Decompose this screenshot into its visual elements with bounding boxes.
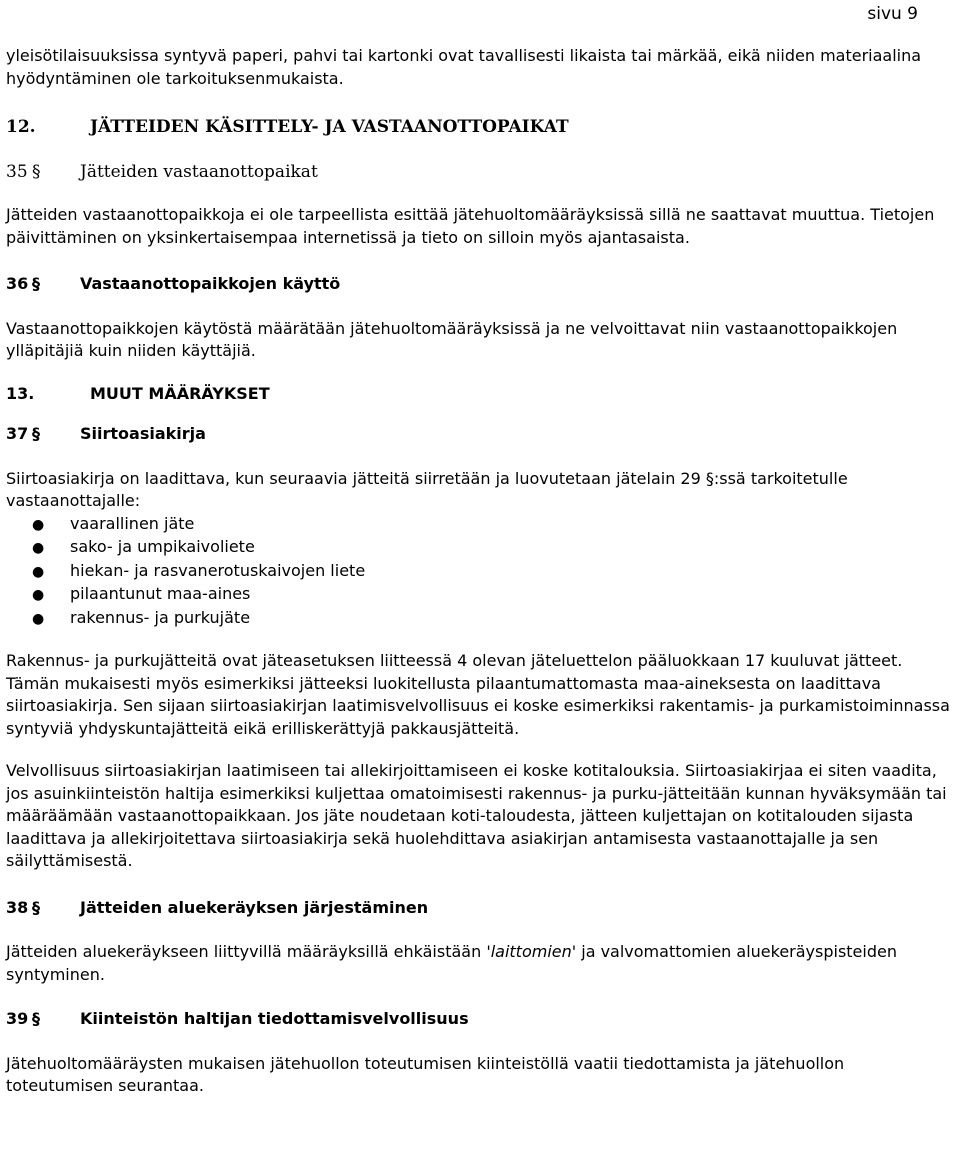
section-title: Siirtoasiakirja (80, 424, 206, 443)
chapter-title: MUUT MÄÄRÄYKSET (90, 383, 270, 403)
section-title: Kiinteistön haltijan tiedottamisvelvollisuus (80, 1009, 469, 1028)
list-item-text: hiekan- ja rasvanerotuskaivojen liete (70, 560, 366, 580)
section-number: 38 (6, 897, 29, 917)
document-body (6, 45, 952, 1098)
section-35-body-part2: Tietojen päivittäminen on yksinkertaisempaa internetissä ja tieto on silloin myös ajantasaista. (6, 205, 935, 247)
list-item-text: vaarallinen jäte (70, 513, 195, 533)
chapter-number: 12. (6, 117, 36, 137)
list-item (6, 536, 952, 560)
bullet-icon: ● (32, 563, 45, 580)
section-38-body-start: Jätteiden aluekeräykseen liittyvillä määräyksillä ehkäistään (6, 942, 487, 961)
section-symbol: § (32, 897, 40, 917)
list-item-text: sako- ja umpikaivoliete (70, 537, 255, 556)
section-37-paragraph-2: Velvollisuus siirtoasiakirjan laatimiseen tai allekirjoittamiseen ei koske kotitalouksia. Siirtoasiakirjaa ei siten vaadita, jos asuinkiinteistön haltija esimerkiksi kuljettaa omatoimisesti rakennus- ja purku-jätteitään kunnan hyväksymään tai määräämään vastaanottopaikkaan. Jos jäte noudetaan koti-taloudesta, jätteen kuljettajan on kotitalouden sijasta laadittava ja allekirjoitettava siirtoasiakirja sekä huolehdittava asiakirjan antamisesta vastaanottajalle ja sen säilyttämisestä. (6, 761, 947, 870)
section-number: 37 (6, 424, 29, 443)
section-37-intro: Siirtoasiakirja on laadittava, kun seuraavia jätteitä siirretään ja luovutetaan jätelain 29 §:ssä tarkoitetulle vastaanottajalle: (6, 468, 848, 510)
list-item-text: pilaantunut maa-aines (70, 584, 251, 603)
section-36-heading (6, 273, 952, 296)
list-item (6, 560, 952, 584)
page-number: sivu 9 (867, 4, 918, 24)
list-item (6, 513, 952, 537)
bullet-icon: ● (32, 587, 45, 603)
section-35-heading (6, 161, 952, 184)
section-37-paragraph-1: Rakennus- ja purkujätteitä ovat jäteasetuksen liitteessä 4 olevan jäteluettelon pääluokkaan 17 kuuluvat jätteet. Tämän mukaisesti myös esimerkiksi jätteeksi luokitellusta pilaantumattomasta maa-aineksesta on laadittava siirtoasiakirja. Sen sijaan siirtoasiakirjan laatimisvelvollisuus ei koske esimerkiksi rakentamis- ja purkamistoiminnassa syntyviä yhdyskuntajätteitä eikä erilliskerättyjä pakkausjätteitä. (6, 651, 950, 738)
bullet-icon: ● (32, 610, 45, 627)
section-title: Jätteiden aluekeräyksen järjestäminen (80, 897, 429, 917)
section-38-body (6, 941, 952, 986)
section-36-body: Vastaanottopaikkojen käytöstä määrätään jätehuoltomääräyksissä ja ne velvoittavat niin vastaanottopaikkojen ylläpitäjiä kuin niiden käyttäjiä. (6, 318, 898, 360)
list-item-text: rakennus- ja purkujäte (70, 607, 251, 627)
section-39-body: Jätehuoltomääräysten mukaisen jätehuollon toteutumisen kiinteistöllä vaatii tiedottamista ja jätehuollon toteutumisen seurantaa. (6, 1053, 845, 1095)
chapter-number: 13. (6, 383, 35, 403)
section-38-heading (6, 897, 952, 920)
section-35-body-part1: Jätteiden vastaanottopaikkoja ei ole tarpeellista esittää jätehuoltomääräyksissä sillä ne saattavat muuttua. (6, 205, 866, 224)
list-item (6, 583, 952, 607)
intro-paragraph: yleisötilaisuuksissa syntyvä paperi, pahvi tai kartonki ovat tavallisesti likaista tai märkää, eikä niiden materiaalina hyödyntäminen ole tarkoituksenmukaista. (6, 46, 922, 88)
section-35-body (6, 204, 952, 249)
bullet-icon: ● (32, 516, 45, 533)
section-symbol: § (32, 1009, 40, 1028)
section-38-body-end: ja valvomattomien aluekeräyspisteiden syntyminen. (6, 942, 897, 984)
chapter-13-heading (6, 383, 952, 406)
section-symbol: § (32, 274, 40, 293)
section-37-heading (6, 423, 952, 446)
section-number: 36 (6, 274, 29, 293)
section-symbol: § (32, 424, 40, 443)
chapter-title: JÄTTEIDEN KÄSITTELY- JA VASTAANOTTOPAIKAT (90, 117, 569, 137)
section-38-body-quoted: 'laittomien' (486, 942, 577, 961)
list-item (6, 607, 952, 631)
section-symbol: § (32, 161, 41, 182)
chapter-12-heading (6, 116, 952, 139)
bullet-icon: ● (32, 540, 45, 556)
section-title: Vastaanottopaikkojen käyttö (80, 274, 341, 293)
section-number: 35 (6, 161, 28, 182)
section-title: Jätteiden vastaanottopaikat (80, 161, 318, 182)
section-39-heading (6, 1008, 952, 1031)
section-number: 39 (6, 1009, 29, 1028)
waste-type-list (6, 513, 952, 631)
